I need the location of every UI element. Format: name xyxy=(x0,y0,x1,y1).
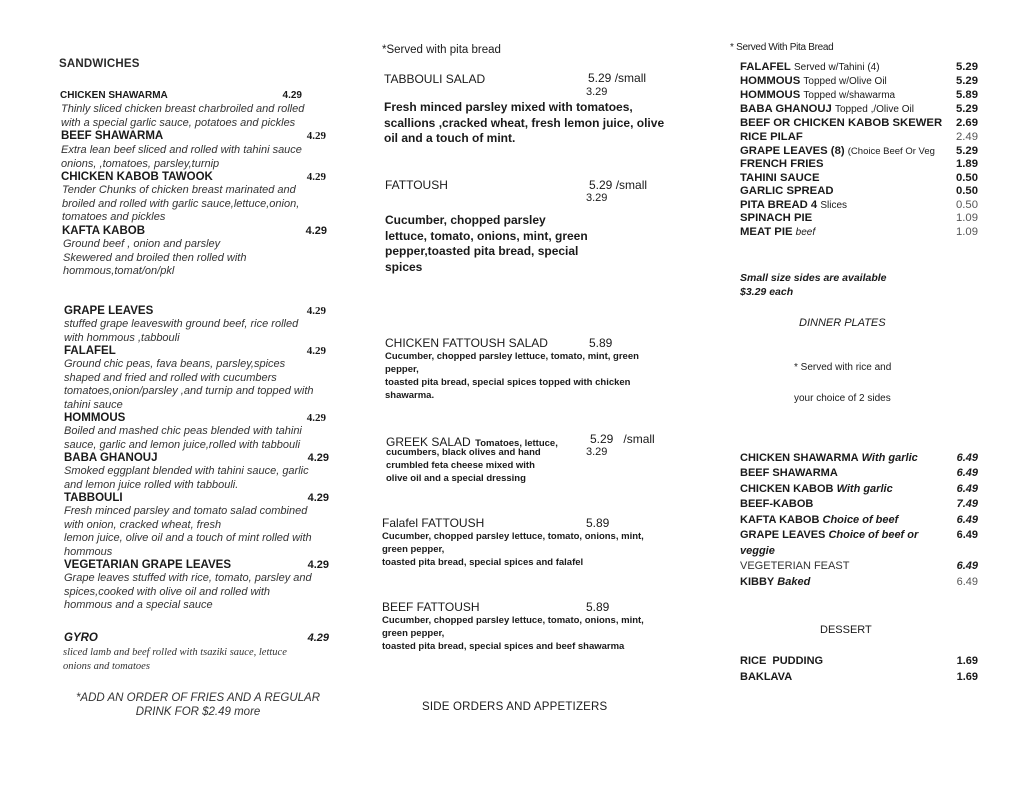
menu-item-tabbouli xyxy=(64,492,329,504)
dinner-item: KAFTA KABOB Choice of beef 6.49 xyxy=(740,514,978,526)
salad-name-chicken-fattoush: CHICKEN FATTOUSH SALAD xyxy=(385,336,548,350)
salad-price: 5.29 /small xyxy=(590,432,655,446)
fries-drink-addon-note: *ADD AN ORDER OF FRIES AND A REGULAR DRINK FOR $2.49 more xyxy=(75,692,321,718)
item-description: stuffed grape leaveswith ground beef, rice rolled with hommous ,tabbouli xyxy=(64,318,299,344)
salad-description: cucumbers, black olives and hand crumbled feta cheese mixed with olive oil and a special dressing xyxy=(386,447,541,484)
item-price: 4.29 xyxy=(306,171,326,183)
salad-price: 5.29 /small xyxy=(588,71,647,85)
sides-pita-note: * Served With Pita Bread xyxy=(730,42,834,53)
item-name: FALAFEL xyxy=(64,345,116,357)
menu-item-falafel xyxy=(64,345,326,357)
salad-name-greek: GREEK SALAD Tomatoes, lettuce, xyxy=(386,435,558,449)
side-item: FALAFEL Served w/Tahini (4) 5.29 xyxy=(740,61,978,73)
item-description: Ground beef , onion and parsley Skewered and broiled then rolled with hommous,tomat/on/pkl xyxy=(63,238,247,277)
side-item: HOMMOUS Topped w/shawarma 5.89 xyxy=(740,89,978,101)
side-item: PITA BREAD 4 Slices 0.50 xyxy=(740,199,978,211)
menu-item-grape-leaves xyxy=(64,305,326,317)
dinner-item: CHICKEN KABOB With garlic 6.49 xyxy=(740,483,978,495)
item-description: Ground chic peas, fava beans, parsley,spices shaped and fried and rolled with cucumbers tomatoes,onion/parsley ,and turnip and topped with tahini sauce xyxy=(64,358,314,411)
item-description: Grape leaves stuffed with rice, tomato, parsley and spices,cooked with olive oil and rolled with hommous and a special sauce xyxy=(64,572,312,611)
salad-name-fattoush: FATTOUSH xyxy=(385,178,448,192)
menu-item-baba-ghanouj xyxy=(64,452,329,464)
dinner-item: KIBBY Baked 6.49 xyxy=(740,576,978,588)
salad-price-small: 3.29 xyxy=(586,86,608,98)
side-item: HOMMOUS Topped w/Olive Oil 5.29 xyxy=(740,75,978,87)
salad-name-beef-fattoush: BEEF FATTOUSH xyxy=(382,600,480,614)
item-price: 4.29 xyxy=(306,305,326,317)
item-name: CHICKEN SHAWARMA xyxy=(60,90,168,101)
side-item: FRENCH FRIES 1.89 xyxy=(740,158,978,170)
salad-description: Cucumber, chopped parsley lettuce, tomato, onions, mint, green pepper, toasted pita bread, special spices and beef shawarma xyxy=(382,615,644,652)
dinner-item: CHICKEN SHAWARMA With garlic 6.49 xyxy=(740,452,978,464)
salad-price: 5.29 /small xyxy=(589,178,648,192)
side-item: BEEF OR CHICKEN KABOB SKEWER 2.69 xyxy=(740,117,978,129)
section-title-dessert: DESSERT xyxy=(820,624,872,636)
salad-price-small: 3.29 xyxy=(586,192,608,204)
menu-item-gyro xyxy=(64,632,329,644)
item-name: HOMMOUS xyxy=(64,412,126,424)
item-description: sliced lamb and beef rolled with tsaziki sauce, lettuce onions and tomatoes xyxy=(63,647,287,672)
menu-item-hommous xyxy=(64,412,326,424)
item-description: Boiled and mashed chic peas blended with tahini sauce, garlic and lemon juice,rolled with tabbouli xyxy=(64,425,302,451)
item-price: 4.29 xyxy=(307,632,329,644)
item-description: Smoked eggplant blended with tahini sauce, garlic and lemon juice rolled with tabbouli. xyxy=(64,465,309,491)
item-price: 4.29 xyxy=(306,345,326,357)
dinner-item: VEGETERIAN FEAST 6.49 xyxy=(740,560,978,572)
item-price: 4.29 xyxy=(305,225,327,237)
item-price: 4.29 xyxy=(306,412,326,424)
item-price: 4.29 xyxy=(306,130,326,142)
section-title-sandwiches: SANDWICHES xyxy=(59,58,140,70)
item-price: 4.29 xyxy=(282,90,302,101)
menu-item-vegetarian-grape-leaves xyxy=(64,559,329,571)
salad-price: 5.89 xyxy=(589,336,613,350)
side-item: RICE PILAF 2.49 xyxy=(740,131,978,143)
side-item: SPINACH PIE 1.09 xyxy=(740,212,978,224)
side-item: GARLIC SPREAD 0.50 xyxy=(740,185,978,197)
item-name: KAFTA KABOB xyxy=(62,225,146,237)
dinner-item-sub-continued: veggie xyxy=(740,545,775,557)
item-name: GRAPE LEAVES xyxy=(64,305,154,317)
menu-item-beef-shawarma xyxy=(61,130,326,142)
item-price: 4.29 xyxy=(307,492,329,504)
dinner-item: BEEF SHAWARMA 6.49 xyxy=(740,467,978,479)
item-description: Thinly sliced chicken breast charbroiled and rolled with a special garlic sauce, potatoes and pickles xyxy=(61,103,305,129)
dinner-note-line2: your choice of 2 sides xyxy=(794,393,891,404)
item-description: Fresh minced parsley and tomato salad combined with onion, cracked wheat, fresh lemon juice, olive oil and a touch of mint rolled with hommous xyxy=(64,505,312,558)
item-name: GYRO xyxy=(64,632,98,644)
item-description: Tender Chunks of chicken breast marinated and broiled and rolled with garlic sauce,lettuce,onion, tomatoes and pickles xyxy=(62,184,300,223)
item-name: TABBOULI xyxy=(64,492,123,504)
dinner-note-line1: * Served with rice and xyxy=(794,362,892,373)
side-item: MEAT PIE beef 1.09 xyxy=(740,226,978,238)
salad-description: Cucumber, chopped parsley lettuce, tomato, onions, mint, green pepper,toasted pita bread, special spices xyxy=(385,213,588,274)
dessert-item: BAKLAVA 1.69 xyxy=(740,671,978,683)
menu-item-kafta-kabob xyxy=(62,225,327,237)
section-title-side-orders: SIDE ORDERS AND APPETIZERS xyxy=(422,701,608,713)
section-title-dinner-plates: DINNER PLATES xyxy=(799,317,886,329)
salad-description: Fresh minced parsley mixed with tomatoes, scallions ,cracked wheat, fresh lemon juice, olive oil and a touch of mint. xyxy=(384,100,665,145)
salad-description: Cucumber, chopped parsley lettuce, tomato, mint, green pepper, toasted pita bread, special spices topped with chicken shawarma. xyxy=(385,351,639,401)
pita-bread-note: *Served with pita bread xyxy=(382,44,501,56)
small-sides-note: Small size sides are available $3.29 each xyxy=(740,272,887,298)
dinner-item: GRAPE LEAVES Choice of beef or 6.49 xyxy=(740,529,978,541)
salad-name-tabbouli: TABBOULI SALAD xyxy=(384,72,486,86)
item-name: VEGETARIAN GRAPE LEAVES xyxy=(64,559,231,571)
side-item: GRAPE LEAVES (8) (Choice Beef Or Veg 5.29 xyxy=(740,145,978,157)
item-description: Extra lean beef sliced and rolled with tahini sauce onions, ,tomatoes, parsley,turnip xyxy=(61,144,302,170)
item-name: CHICKEN KABOB TAWOOK xyxy=(61,171,213,183)
salad-name-falafel-fattoush: Falafel FATTOUSH xyxy=(382,516,485,530)
item-price: 4.29 xyxy=(307,452,329,464)
menu-item-chicken-kabob-tawook xyxy=(61,171,326,183)
salad-price: 5.89 xyxy=(586,600,610,614)
salad-description: Cucumber, chopped parsley lettuce, tomato, onions, mint, green pepper, toasted pita bread, special spices and falafel xyxy=(382,531,644,568)
side-item: TAHINI SAUCE 0.50 xyxy=(740,172,978,184)
salad-price: 5.89 xyxy=(586,516,610,530)
item-name: BEEF SHAWARMA xyxy=(61,130,164,142)
side-item: BABA GHANOUJ Topped ,/Olive Oil 5.29 xyxy=(740,103,978,115)
menu-item-chicken-shawarma xyxy=(60,90,302,101)
dessert-item: RICE PUDDING 1.69 xyxy=(740,655,978,667)
salad-price-small: 3.29 xyxy=(586,446,608,458)
item-price: 4.29 xyxy=(307,559,329,571)
item-name: BABA GHANOUJ xyxy=(64,452,158,464)
dinner-item: BEEF-KABOB 7.49 xyxy=(740,498,978,510)
